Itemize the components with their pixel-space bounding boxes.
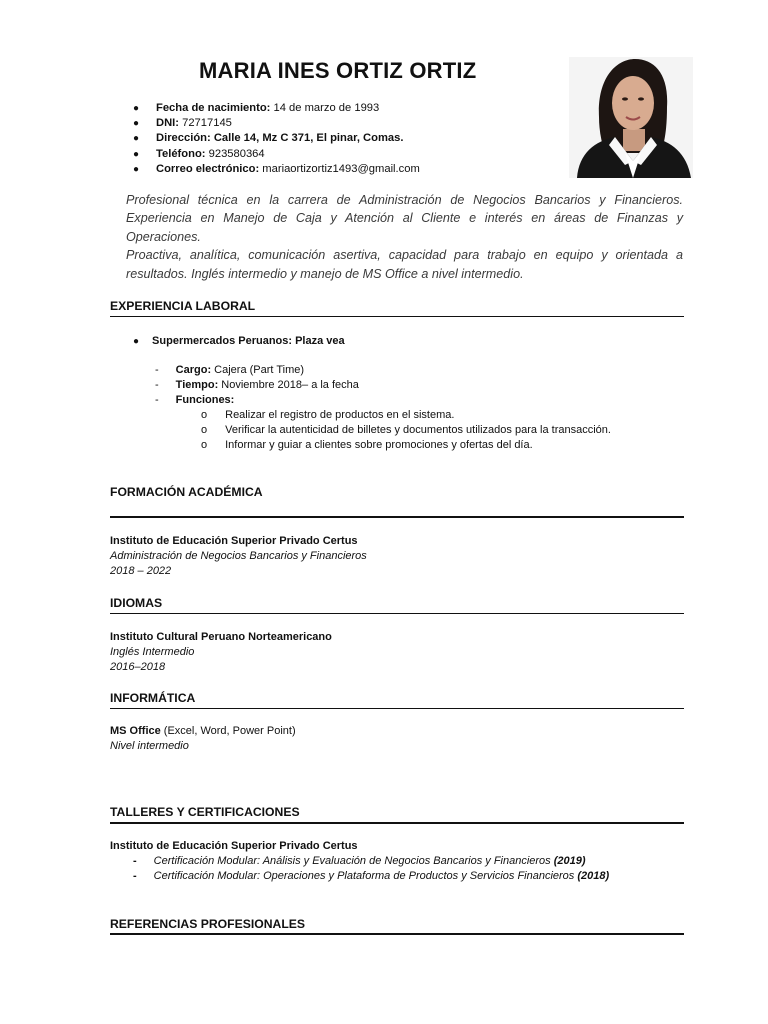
function-item [201, 423, 611, 438]
functions-label: Funciones: [175, 394, 235, 406]
circle-bullet-icon: o [201, 424, 208, 436]
birthdate-label: Fecha de nacimiento: [156, 102, 271, 114]
summary-paragraph: Profesional técnica en la carrera de Administración de Negocios Bancarios y Financieros. Experiencia en Manejo de Caja y Atención al Cliente e interés en áreas de Finanzas y Operaciones. [126, 193, 683, 244]
time-value: Noviembre 2018– a la fecha [218, 379, 359, 391]
phone-label: Teléfono: [156, 147, 206, 160]
workshops-section-title: TALLERES Y CERTIFICACIONES [110, 805, 300, 819]
email-item [133, 162, 420, 177]
function-text: Verificar la autenticidad de billetes y documentos utilizados para la transacción. [225, 424, 611, 436]
certification-year: (2019) [553, 855, 586, 867]
section-divider [110, 708, 684, 709]
section-divider [110, 822, 684, 824]
professional-summary [126, 191, 683, 283]
section-divider [110, 613, 684, 614]
function-item [201, 408, 454, 423]
bullet-icon: ● [133, 336, 140, 347]
section-divider [110, 516, 684, 518]
address-label: Dirección: Calle 14, Mz C 371, El pinar, Comas. [156, 132, 404, 145]
phone-value: 923580364 [205, 147, 265, 160]
education-section-title: FORMACIÓN ACADÉMICA [110, 485, 263, 499]
dash-bullet: - [155, 379, 159, 391]
functions-line [155, 393, 234, 408]
bullet-icon: ● [133, 103, 140, 114]
software-line [110, 724, 296, 739]
experience-section-title: EXPERIENCIA LABORAL [110, 299, 256, 313]
workshop-institution: Instituto de Educación Superior Privado Certus [110, 840, 358, 852]
certification-text: Certificación Modular: Operaciones y Plataforma de Productos y Servicios Financieros [153, 870, 578, 882]
software-name: MS Office [110, 725, 161, 737]
section-divider [110, 316, 684, 317]
email-label: Correo electrónico: [156, 162, 260, 175]
summary-paragraph: Proactiva, analítica, comunicación asertiva, capacidad para trabajo en equipo y orientada a resultados. Inglés intermedio y manejo de MS Office a nivel intermedio. [126, 248, 683, 281]
dni-value: 72717145 [179, 117, 232, 130]
bullet-icon: ● [133, 118, 140, 130]
birthdate-value: 14 de marzo de 1993 [270, 102, 380, 114]
role-value: Cajera (Part Time) [211, 364, 305, 376]
language-institution: Instituto Cultural Peruano Norteamericano [110, 631, 332, 643]
education-institution: Instituto de Educación Superior Privado Certus [110, 535, 358, 547]
company-line [133, 334, 345, 349]
dni-item [133, 116, 420, 131]
email-value: mariaortizortiz1493@gmail.com [259, 162, 420, 175]
phone-item [133, 147, 420, 162]
bullet-icon: ● [133, 148, 140, 160]
function-text: Informar y guiar a clientes sobre promociones y ofertas del día. [225, 439, 533, 451]
circle-bullet-icon: o [201, 439, 208, 451]
time-label: Tiempo: [175, 379, 219, 391]
certification-item [133, 854, 586, 869]
education-years: 2018 – 2022 [110, 565, 172, 577]
company-name: Supermercados Peruanos: Plaza vea [152, 335, 345, 347]
references-section-title: REFERENCIAS PROFESIONALES [110, 917, 306, 931]
address-item [133, 131, 420, 146]
certification-year: (2018) [577, 870, 610, 882]
dash-bullet: - [133, 855, 137, 867]
dash-bullet: - [133, 870, 137, 882]
language-level: Inglés Intermedio [110, 646, 195, 658]
function-item [201, 438, 533, 453]
computing-section-title: INFORMÁTICA [110, 691, 196, 705]
education-program: Administración de Negocios Bancarios y Financieros [110, 550, 367, 562]
section-divider [110, 933, 684, 935]
profile-photo [569, 57, 693, 178]
bullet-icon: ● [133, 133, 140, 145]
dash-bullet: - [155, 364, 159, 376]
candidate-name: MARIA INES ORTIZ ORTIZ [199, 58, 477, 83]
software-detail: (Excel, Word, Power Point) [160, 725, 296, 737]
certification-text: Certificación Modular: Análisis y Evaluación de Negocios Bancarios y Financieros [153, 855, 554, 867]
time-line [155, 378, 359, 393]
languages-section-title: IDIOMAS [110, 596, 163, 610]
role-line [155, 363, 304, 378]
circle-bullet-icon: o [201, 409, 208, 421]
dash-bullet: - [155, 394, 159, 406]
software-level: Nivel intermedio [110, 740, 189, 752]
function-text: Realizar el registro de productos en el sistema. [225, 409, 455, 421]
role-label: Cargo: [175, 364, 212, 376]
dni-label: DNI: [156, 117, 179, 130]
certification-item [133, 869, 609, 884]
bullet-icon: ● [133, 163, 140, 175]
birthdate-item [133, 101, 420, 116]
language-years: 2016–2018 [110, 661, 166, 673]
personal-info-list [133, 101, 420, 177]
